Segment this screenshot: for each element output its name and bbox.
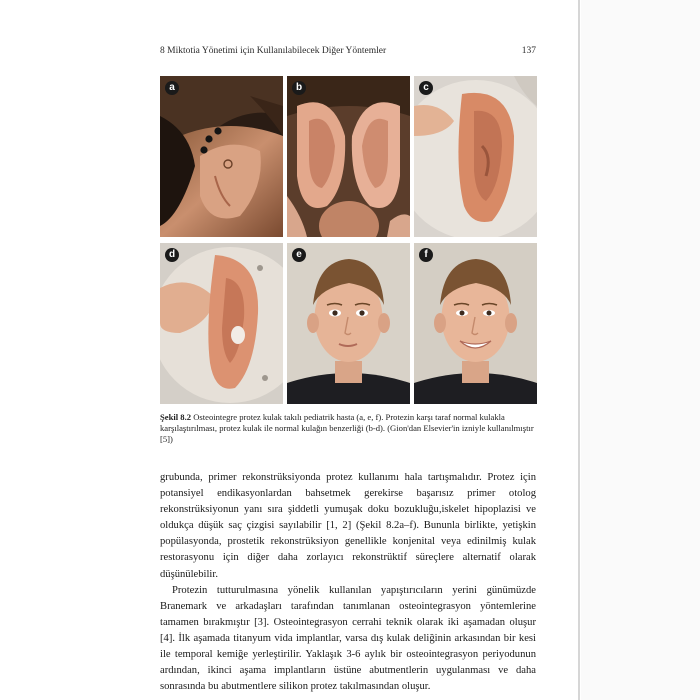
- implant-scalp-image: [160, 76, 283, 237]
- panel-a-implant-photo: [160, 76, 283, 237]
- paragraph-2: Protezin tutturulmasına yönelik kullanılan yapıştırıcıların yerini günümüzde Branemark ve arkadaşları tarafından tanımlanan osteointegrasyon yöntemlerine tamamen bırakmıştır [3]. Osteointegrasyon cerrahi teknik olarak iki aşamadan oluşur [4]. İlk aşamada titanyum vida implantlar, varsa dış kulak deliğinin arkasından bir kesi ile temporal kemiğe yerleştirilir. Yaklaşık 3-6 aylık bir osteointegrasyon periyodunun ardından, ikinci aşama implantların üstüne abutmentlerin uygulanması ve daha sonrasında bu abutmentlere silikon protez takılmasından oluşur.: [160, 584, 536, 693]
- patient-smiling-image: [414, 243, 537, 404]
- prosthesis-front-image: [414, 76, 537, 237]
- chapter-title: 8 Miktotia Yönetimi için Kullanılabilecek Diğer Yöntemler: [160, 46, 387, 56]
- panel-label: d: [165, 248, 179, 262]
- body-text: [160, 470, 536, 695]
- figure-8-2: [160, 76, 536, 404]
- panel-c-prosthesis-photo: [414, 76, 537, 237]
- panel-e-patient-portrait: [287, 243, 410, 404]
- ear-comparison-image: [287, 76, 410, 237]
- panel-f-patient-portrait: [414, 243, 537, 404]
- panel-label: c: [419, 81, 433, 95]
- paragraph-1: grubunda, primer rekonstrüksiyonda protez kullanımı hala tartışmalıdır. Protez için potansiyel endikasyonlardan bahsetmek gerekirse başarısız primer otolog rekonstrüksiyonun yanı sıra şiddetli yumuşak doku bozukluğu,iskelet hipoplazisi ve oldukça düşük saç çizgisi sayılabilir [1, 2] (Şekil 8.2a–f). Bununla birlikte, yetişkin popülasyonda, prostetik rekonstrüksiyon genellikle konjenital veya edinilmiş kulak restorasyonu için diğer daha zorlayıcı rekonstrüktif süreçlere alternatif olarak düşünülebilir.: [160, 472, 536, 580]
- panel-label: e: [292, 248, 306, 262]
- panel-label: f: [419, 248, 433, 262]
- panel-b-ear-comparison-photo: [287, 76, 410, 237]
- patient-face-image: [287, 243, 410, 404]
- panel-label: a: [165, 81, 179, 95]
- figure-caption: [160, 412, 536, 445]
- panel-label: b: [292, 81, 306, 95]
- page-number: 137: [521, 46, 536, 56]
- caption-text: Osteointegre protez kulak takılı pediatrik hasta (a, e, f). Protezin karşı taraf normal kulakla karşılaştırılması, protez kulak ile normal kulağın benzerliği (b-d). (Gion'dan Elsevier'in izniyle kullanılmıştır [5]): [160, 412, 534, 444]
- prosthesis-side-image: [160, 243, 283, 404]
- panel-d-prosthesis-photo: [160, 243, 283, 404]
- caption-label: Şekil 8.2: [160, 412, 192, 422]
